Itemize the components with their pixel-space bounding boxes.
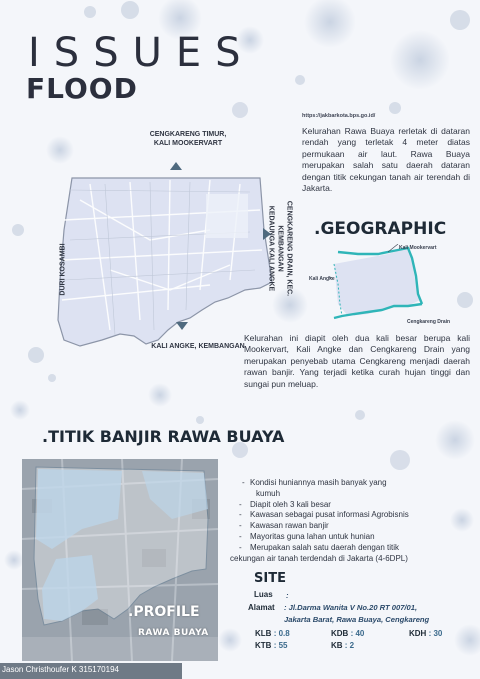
site-kdb: KDB : 40: [331, 629, 365, 638]
geo-label-angke: Kali Angke: [309, 276, 335, 282]
site-ktb: KTB : 55: [255, 641, 288, 650]
site-alamat-label: Alamat: [248, 603, 275, 612]
list-item: - Kawasan rawan banjir: [239, 521, 329, 531]
intro-paragraph: Kelurahan Rawa Buaya rerletak di dataran rendah yang terletak 4 meter diatas permukaan air laut. Rawa Buaya merupakan salah satu daerah dataran dengan titik cekungan tanah air terendah di Jakarta.: [302, 126, 470, 194]
arrow-east-icon: [263, 228, 271, 240]
profile-subheading: RAWA BUAYA: [138, 628, 209, 638]
list-item: kumuh: [256, 488, 281, 498]
list-item: - Merupakan salah satu daerah dengan titik: [239, 542, 399, 552]
map-label-north: CENGKARENG TIMUR, KALI MOOKERVART: [149, 131, 227, 147]
site-klb: KLB : 0.8: [255, 629, 290, 638]
arrow-south-icon: [176, 322, 188, 330]
site-alamat-value: : Jl.Darma Wanita V No.20 RT 007/01, Jakarta Barat, Rawa Buaya, Cengkareng: [284, 603, 430, 624]
arrow-north-icon: [170, 162, 182, 170]
list-item: cekungan air tanah terdendah di Jakarta (4-6DPL): [230, 553, 408, 563]
list-item: - Kondisi huniannya masih banyak yang: [242, 478, 387, 487]
geo-label-mookervart: Kali Mookervart: [399, 245, 437, 251]
geographic-heading: .GEOGRAPHIC: [314, 219, 447, 239]
titik-banjir-heading: .TITIK BANJIR RAWA BUAYA: [42, 427, 285, 446]
list-item: - Kawasan sebagai pusat informasi Agrobisnis: [239, 510, 409, 520]
geo-label-cengkareng: Cengkareng Drain: [407, 319, 451, 325]
list-item: - Mayoritas guna lahan untuk hunian: [239, 531, 375, 541]
geographic-map: [328, 244, 428, 324]
site-luas-label: Luas: [254, 590, 273, 599]
map-label-west: DURI KOSAMBI: [59, 243, 67, 296]
site-kdh: KDH : 30: [409, 629, 443, 638]
site-luas-value: :: [286, 591, 289, 600]
profile-heading: .PROFILE: [128, 604, 200, 620]
area-map: [50, 170, 275, 350]
geographic-paragraph: Kelurahan ini diapit oleh dua kali besar berupa kali Mookervart, Kali Angke dan Cengkareng Drain yang merupakan penyebab utama Cengkareng menjadi daerah rawan banjir. Yang terjadi ketika curah hujan tinggi dan sungai pun meluap.: [244, 333, 470, 389]
page-title: ISSUES: [28, 30, 255, 76]
source-link[interactable]: https://jakbarkota.bps.go.id/: [302, 113, 376, 119]
map-label-east: CENGKARENG DRAIN, KEC. KEMBANGAN KEDAUNGA KALI ANGKE: [267, 200, 293, 297]
page-subtitle: FLOOD: [26, 72, 138, 105]
map-label-south: KALI ANGKE, KEMBANGAN: [151, 343, 245, 350]
list-item: - Diapit oleh 3 kali besar: [239, 499, 331, 509]
issues-list: [230, 478, 476, 564]
site-heading: SITE: [254, 571, 286, 586]
author-credit: Jason Christhoufer K 315170194: [2, 665, 119, 674]
site-kb: KB : 2: [331, 641, 355, 650]
